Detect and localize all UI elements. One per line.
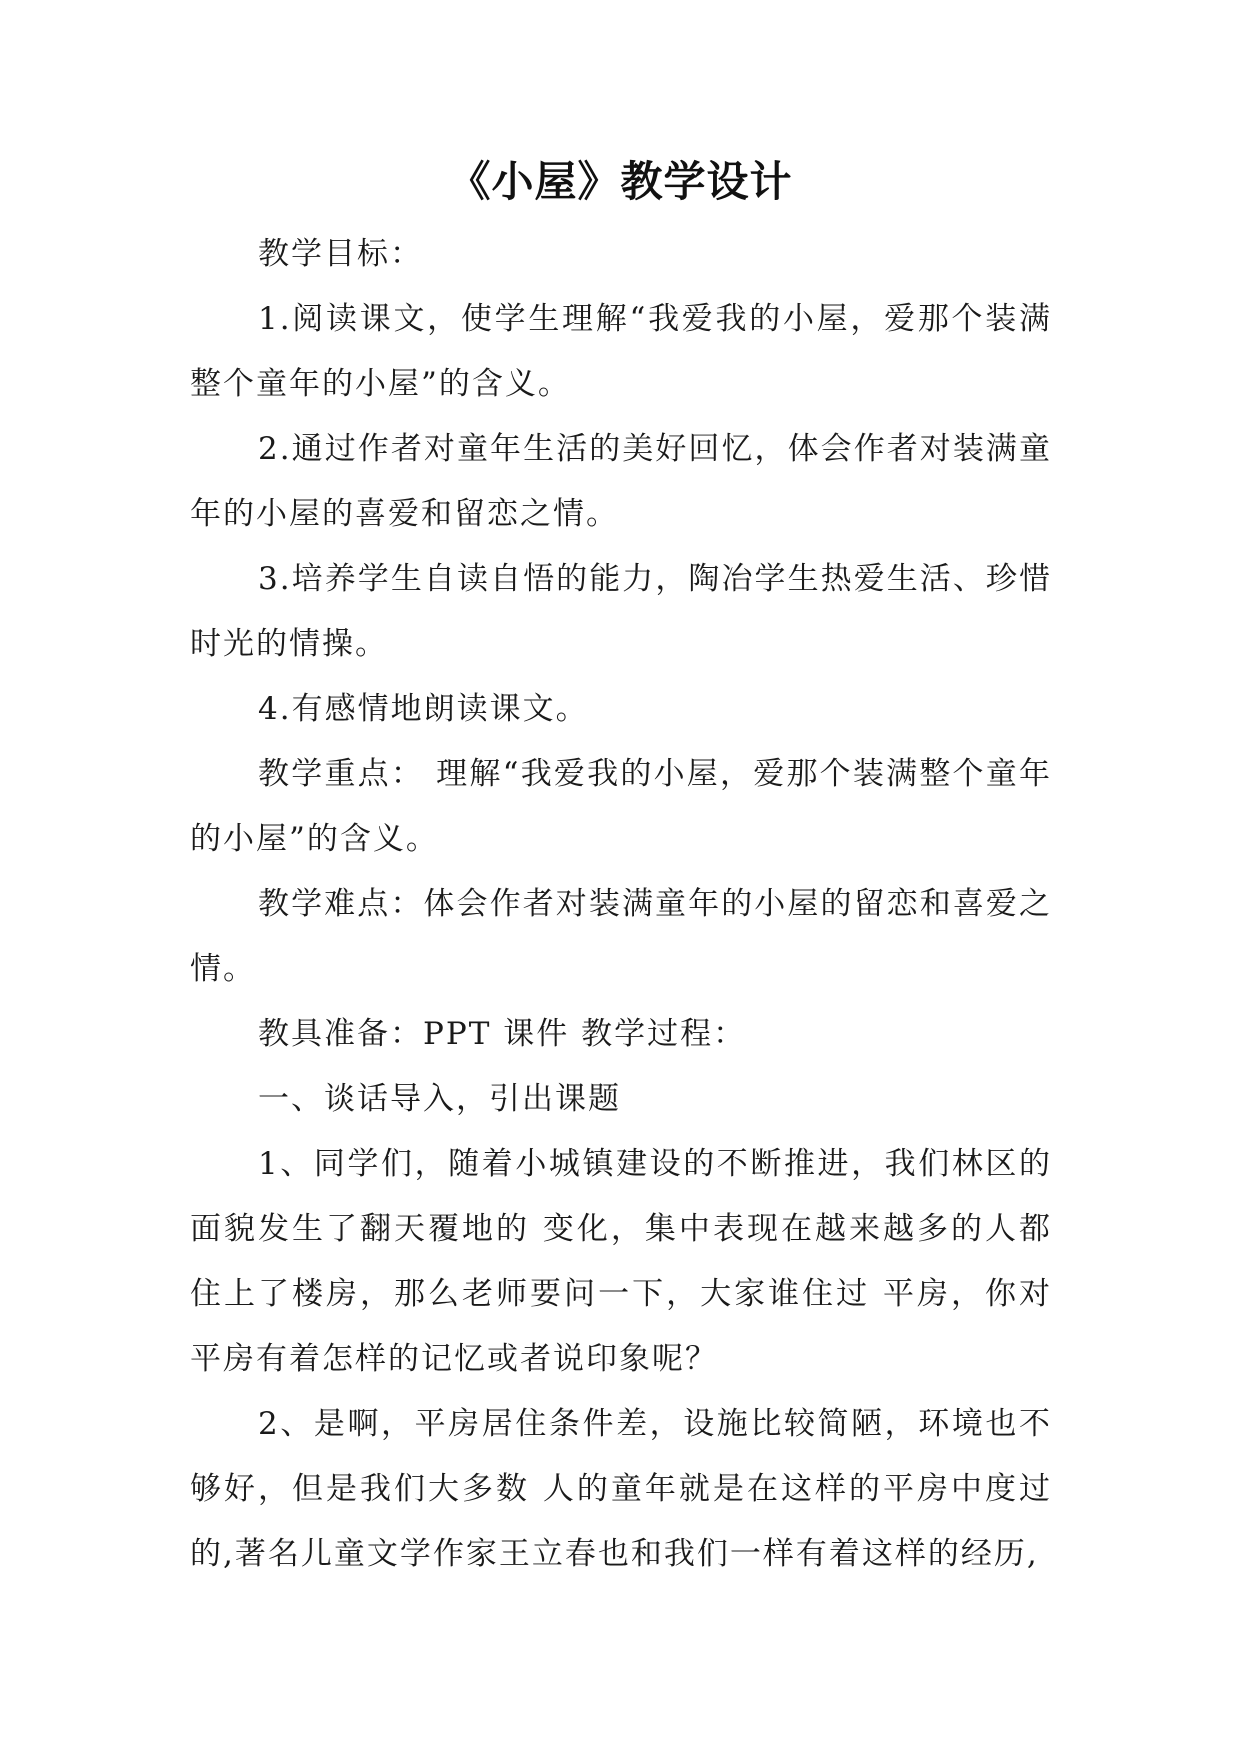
paragraph-objective-2: 2.通过作者对童年生活的美好回忆，体会作者对装满童年的小屋的喜爱和留恋之情。 (190, 431, 1052, 532)
paragraph-materials: 教具准备：PPT 课件 教学过程： (258, 1016, 747, 1052)
paragraph-objective-1: 1.阅读课文，使学生理解“我爱我的小屋，爱那个装满整个童年的小屋”的含义。 (190, 301, 1052, 402)
paragraph-objective-4: 4.有感情地朗读课文。 (258, 691, 589, 727)
paragraph-step-1: 1、同学们，随着小城镇建设的不断推进，我们林区的面貌发生了翻天覆地的 变化，集中表现在越来越多的人都住上了楼房，那么老师要问一下，大家谁住过 平房，你对平房有着怎样的记忆或者说印象呢？ (190, 1146, 1052, 1377)
paragraph-difficulty: 教学难点：体会作者对装满童年的小屋的留恋和喜爱之情。 (190, 886, 1052, 987)
paragraph-objectives-heading: 教学目标： (258, 236, 423, 272)
paragraph-section-1-heading: 一、谈话导入，引出课题 (258, 1081, 621, 1117)
document-body (190, 222, 1052, 1587)
paragraph-key-point: 教学重点： 理解“我爱我的小屋，爱那个装满整个童年的小屋”的含义。 (190, 756, 1052, 857)
paragraph-step-2: 2、是啊，平房居住条件差，设施比较简陋，环境也不够好，但是我们大多数 人的童年就是在这样的平房中度过的,著名儿童文学作家王立春也和我们一样有着这样的经历, (190, 1406, 1052, 1572)
paragraph-objective-3: 3.培养学生自读自悟的能力，陶冶学生热爱生活、珍惜时光的情操。 (190, 561, 1052, 662)
document-title: 《小屋》教学设计 (448, 157, 793, 206)
